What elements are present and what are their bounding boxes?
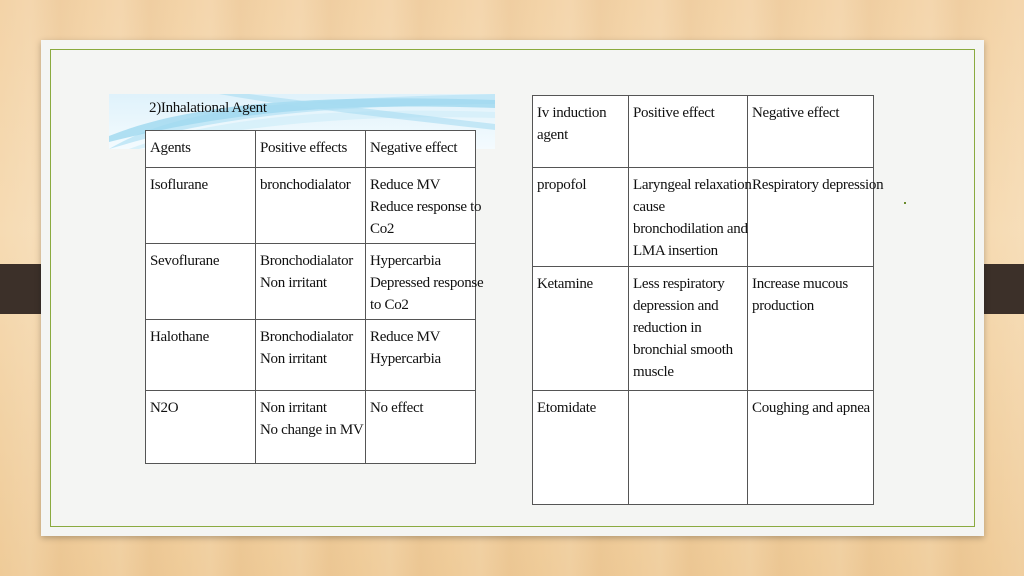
positive-effect-cell-line: reduction in (633, 320, 702, 336)
negative-effect-cell-line: production (752, 298, 814, 314)
negative-effect-cell-line: No effect (370, 400, 424, 416)
positive-effect-cell-line: bronchodilation and (633, 221, 748, 237)
positive-effect-cell-line: cause (633, 199, 665, 215)
table-row (146, 168, 476, 244)
agent-cell (146, 320, 256, 391)
table-header-row (146, 131, 476, 168)
negative-effect-cell (748, 267, 874, 391)
positive-effect-cell (629, 168, 752, 267)
header-iv-induction-agent-line: Iv induction (537, 105, 607, 121)
positive-effect-cell-line: Bronchodialator (260, 253, 353, 269)
negative-effect-cell-line: to Co2 (370, 297, 409, 313)
positive-effect-cell (256, 320, 366, 391)
negative-effect-cell-line: Hypercarbia (370, 253, 441, 269)
agent-cell-line: Etomidate (537, 400, 596, 416)
agent-cell-line: Ketamine (537, 276, 593, 292)
positive-effect-cell-line: muscle (633, 364, 674, 380)
negative-effect-cell-line: Increase mucous (752, 276, 848, 292)
agent-cell (533, 391, 629, 505)
header-agents: Agents (146, 131, 256, 168)
positive-effect-cell-line: bronchodialator (260, 177, 351, 193)
agent-cell-line: Isoflurane (150, 177, 208, 193)
table-row (533, 267, 874, 391)
positive-effect-cell (256, 391, 366, 464)
header-iv-induction-agent (533, 96, 629, 168)
negative-effect-cell-line: Reduce response to (370, 199, 482, 215)
agent-cell (146, 168, 256, 244)
negative-effect-cell-line: Respiratory depression (752, 177, 884, 193)
negative-effect-cell (366, 391, 476, 464)
header-iv-induction-agent-line: agent (537, 127, 568, 143)
positive-effect-cell-line: Non irritant (260, 400, 327, 416)
table-row (146, 391, 476, 464)
negative-effect-cell-line: Reduce MV (370, 329, 441, 345)
positive-effect-cell-line: No change in MV (260, 422, 364, 438)
agent-cell-line: Halothane (150, 329, 209, 345)
positive-effect-cell-line: Non irritant (260, 351, 327, 367)
table-header-row (533, 96, 874, 168)
header-positive-effect (629, 96, 748, 168)
positive-effect-cell (256, 168, 366, 244)
positive-effect-cell (629, 391, 748, 505)
table-row (533, 391, 874, 505)
header-negative-effect: Negative effect (366, 131, 476, 168)
positive-effect-cell (629, 267, 748, 391)
positive-effect-cell-line: Laryngeal relaxation (633, 177, 752, 193)
table-row (533, 168, 874, 267)
slide (41, 40, 984, 536)
negative-effect-cell-line: Coughing and apnea (752, 400, 870, 416)
iv-induction-agent-table (532, 95, 884, 505)
positive-effect-cell-line: Bronchodialator (260, 329, 353, 345)
header-positive-effect-line: Positive effect (633, 105, 715, 121)
agent-cell-line: N2O (150, 400, 179, 416)
header-negative-effect-line: Negative effect (752, 105, 840, 121)
negative-effect-cell-line: Co2 (370, 221, 395, 237)
negative-effect-cell (366, 320, 476, 391)
table-row (146, 244, 476, 320)
positive-effect-cell-line: depression and (633, 298, 719, 314)
negative-effect-cell-line: Hypercarbia (370, 351, 441, 367)
agent-cell (146, 391, 256, 464)
agent-cell (146, 244, 256, 320)
negative-effect-cell-line: Depressed response (370, 275, 484, 291)
agent-cell-line: propofol (537, 177, 587, 193)
table-row (146, 320, 476, 391)
agent-cell-line: Sevoflurane (150, 253, 220, 269)
positive-effect-cell-line: LMA insertion (633, 243, 718, 259)
negative-effect-cell (748, 391, 874, 505)
positive-effect-cell-line: bronchial smooth (633, 342, 733, 358)
negative-effect-cell-line: Reduce MV (370, 177, 441, 193)
inhalational-agent-table (145, 130, 484, 464)
negative-effect-cell (366, 168, 482, 244)
agent-cell (533, 267, 629, 391)
header-negative-effect (748, 96, 874, 168)
negative-effect-cell (366, 244, 484, 320)
section-title: 2)Inhalational Agent (149, 100, 267, 116)
agent-cell (533, 168, 629, 267)
positive-effect-cell (256, 244, 366, 320)
positive-effect-cell-line: Non irritant (260, 275, 327, 291)
stray-dot (904, 202, 906, 204)
negative-effect-cell (748, 168, 884, 267)
positive-effect-cell-line: Less respiratory (633, 276, 725, 292)
header-positive-effects: Positive effects (256, 131, 366, 168)
